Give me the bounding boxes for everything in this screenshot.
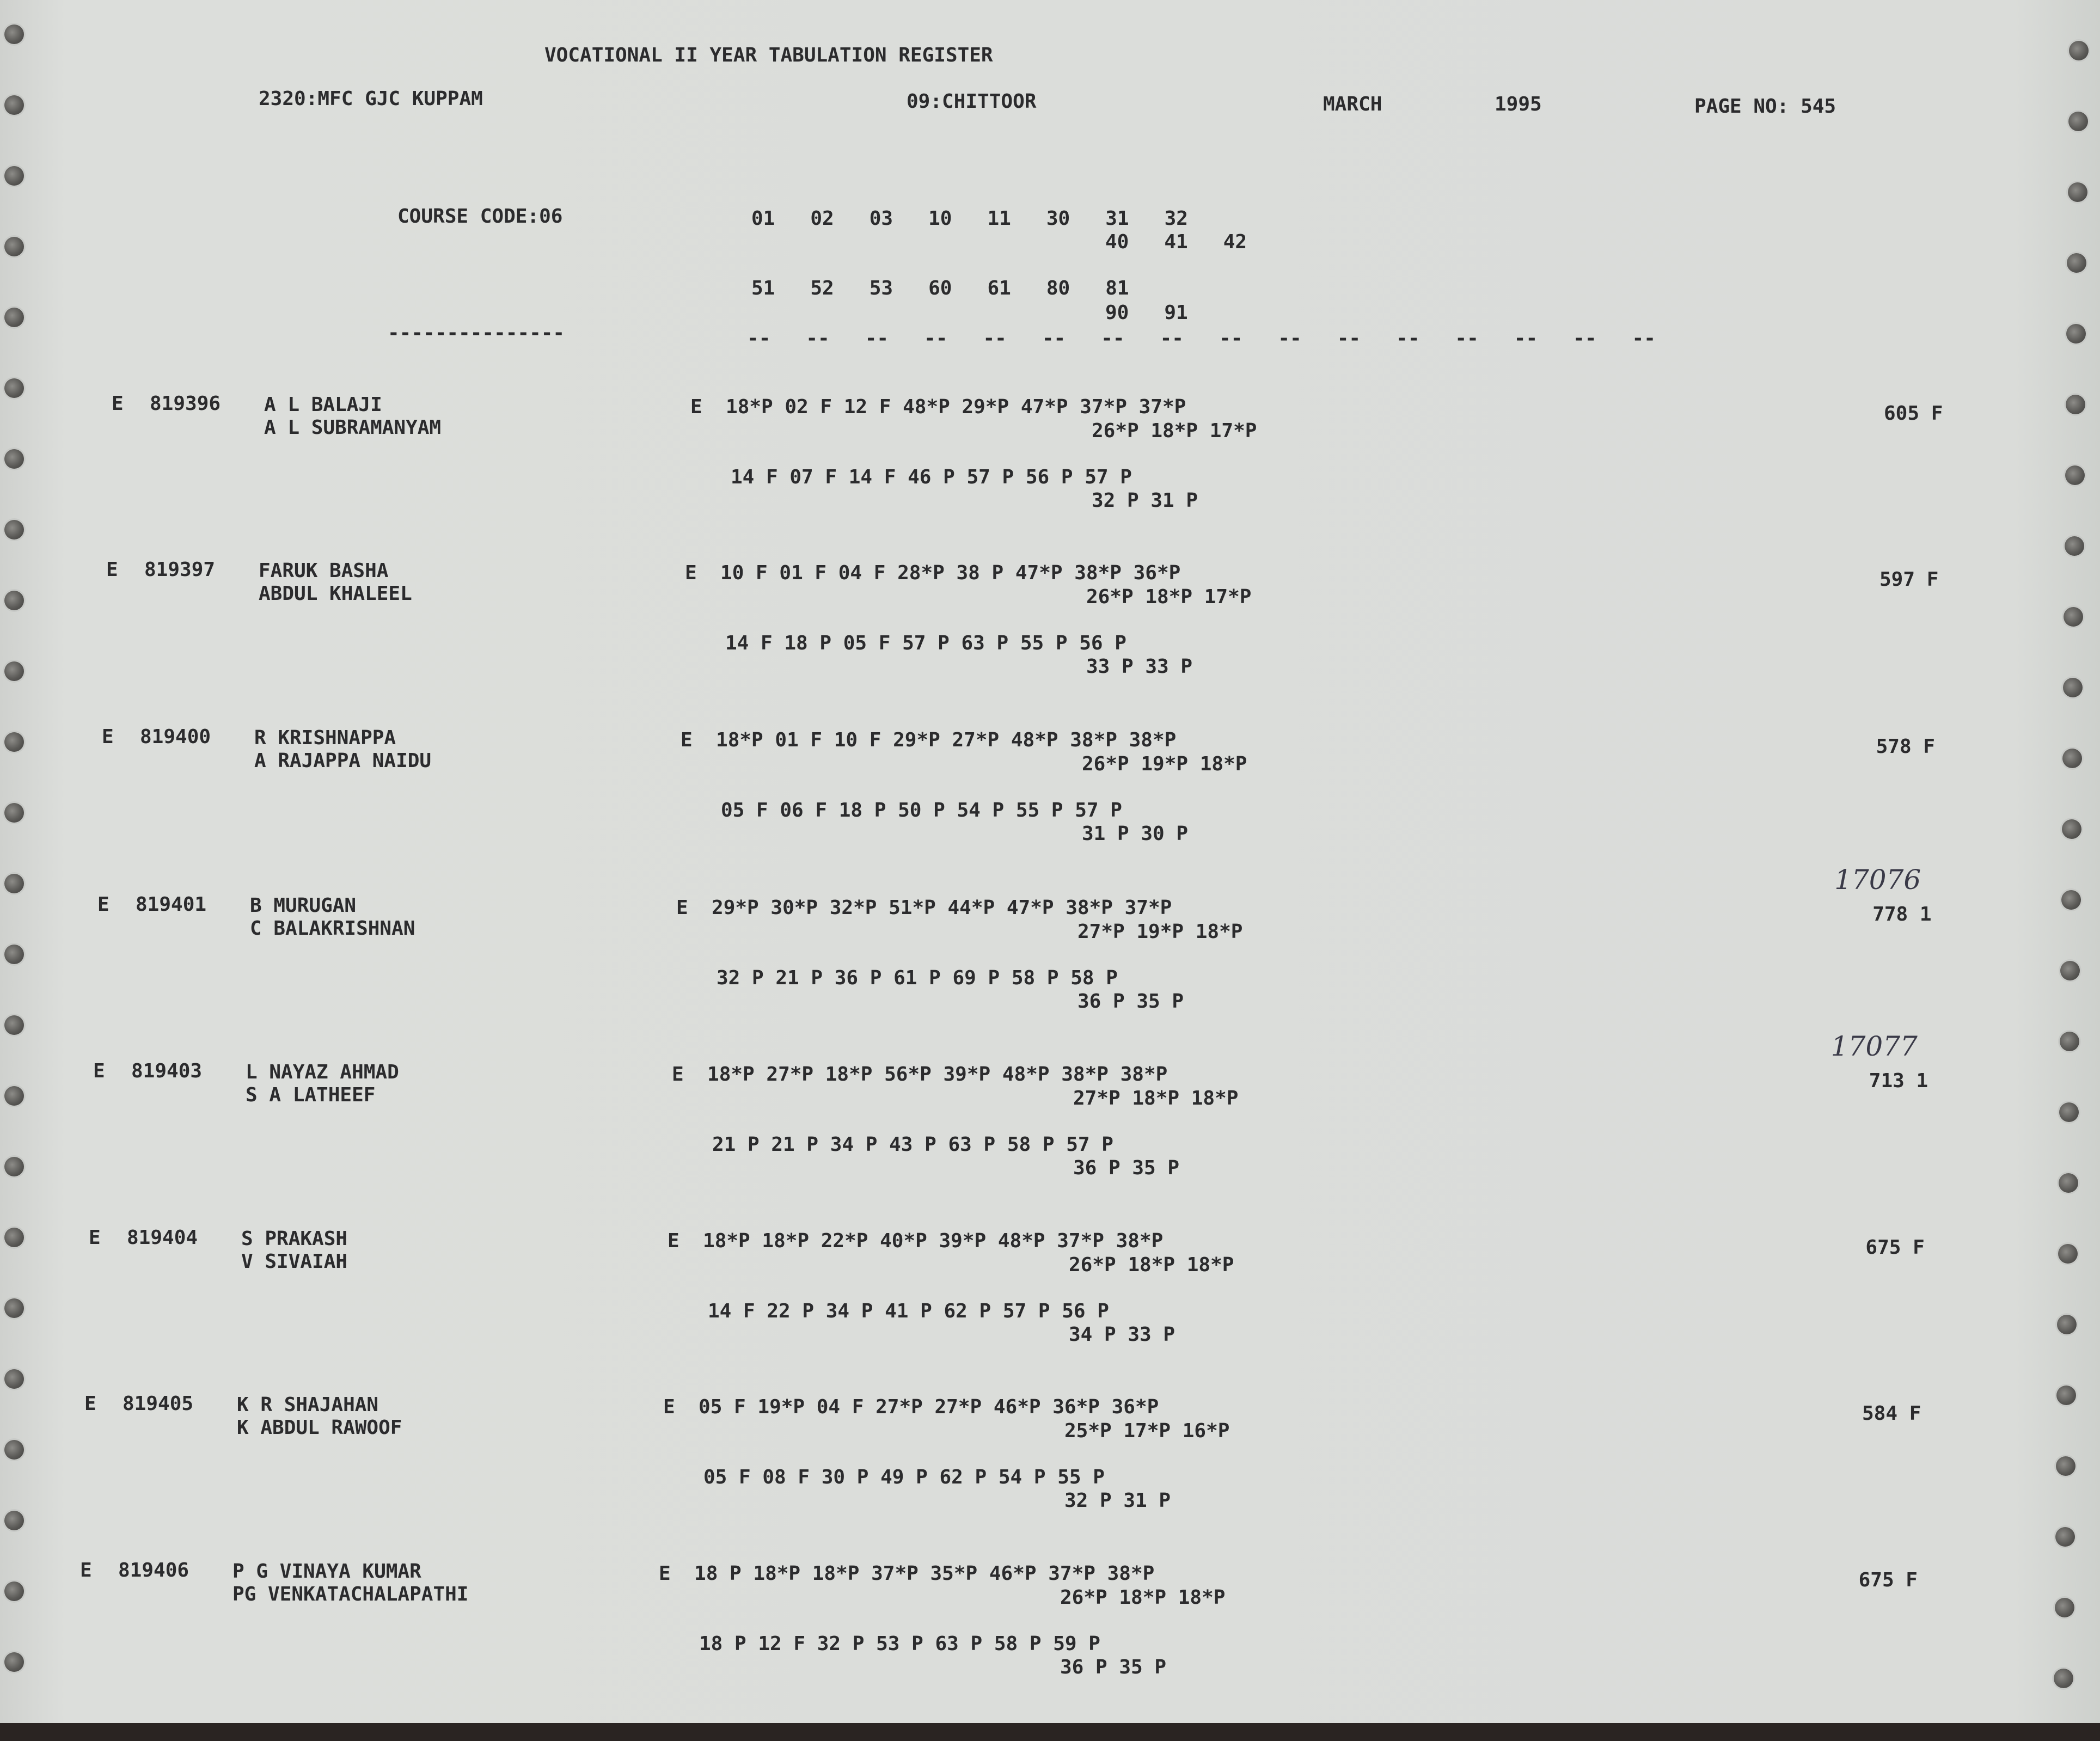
feed-hole [4, 1298, 24, 1318]
feed-hole [4, 1581, 24, 1601]
roll-number: 819396 [150, 393, 221, 415]
student-name: B MURUGAN [250, 894, 357, 917]
roll-number: 819405 [123, 1393, 194, 1415]
marks-line-2: 26*P 18*P 18*P [1069, 1254, 1234, 1276]
student-name: K R SHAJAHAN [237, 1394, 379, 1416]
district-name: 09:CHITTOOR [907, 90, 1037, 113]
stream-code: E [89, 1227, 101, 1249]
feed-hole [4, 803, 24, 823]
subject-codes-row1-sub: 40 41 42 [1105, 231, 1247, 253]
exam-month: MARCH [1323, 93, 1382, 115]
total-result: 597 F [1879, 568, 1939, 591]
roll-number: 819403 [131, 1060, 203, 1082]
marks-line-2: 25*P 17*P 16*P [1064, 1420, 1230, 1442]
marks-line-1: E 29*P 30*P 32*P 51*P 44*P 47*P 38*P 37*P [676, 897, 1172, 919]
father-name: ABDUL KHALEEL [259, 583, 412, 605]
feed-hole [2068, 112, 2088, 131]
feed-hole [2058, 1244, 2078, 1264]
stream-code: E [97, 893, 109, 916]
feed-hole [4, 945, 24, 964]
stream-code: E [93, 1060, 105, 1082]
feed-hole [4, 95, 24, 115]
column-dash-rule: -- -- -- -- -- -- -- -- -- -- -- -- -- -- -- -- [747, 327, 1656, 350]
feed-hole [4, 378, 24, 398]
student-name: R KRISHNAPPA [254, 727, 396, 749]
marks-line-3: 05 F 08 F 30 P 49 P 62 P 54 P 55 P [703, 1466, 1105, 1488]
feed-hole [4, 24, 24, 44]
marks-line-2: 26*P 18*P 17*P [1086, 586, 1252, 608]
student-name: A L BALAJI [264, 394, 382, 416]
feed-hole [2067, 253, 2086, 273]
marks-line-2: 27*P 19*P 18*P [1077, 921, 1243, 943]
feed-hole [4, 1228, 24, 1247]
marks-line-3: 14 F 18 P 05 F 57 P 63 P 55 P 56 P [725, 632, 1126, 654]
feed-hole [4, 874, 24, 893]
feed-hole [4, 1369, 24, 1389]
marks-line-3: 32 P 21 P 36 P 61 P 69 P 58 P 58 P [717, 967, 1118, 989]
roll-number: 819406 [118, 1559, 189, 1581]
handwritten-note: 17077 [1830, 1031, 1918, 1062]
feed-hole [4, 1440, 24, 1460]
feed-hole [2062, 819, 2081, 839]
student-name: L NAYAZ AHMAD [246, 1061, 399, 1083]
feed-hole [2066, 395, 2085, 414]
feed-hole [4, 1652, 24, 1672]
feed-hole [2059, 1173, 2078, 1193]
roll-number: 819404 [127, 1227, 198, 1249]
feed-hole [2056, 1386, 2076, 1405]
student-name: S PRAKASH [241, 1228, 348, 1250]
feed-hole [2056, 1456, 2075, 1476]
marks-line-1: E 18*P 18*P 22*P 40*P 39*P 48*P 37*P 38*P [668, 1230, 1164, 1252]
feed-hole [2064, 607, 2083, 627]
feed-hole [2059, 1102, 2079, 1122]
father-name: V SIVAIAH [241, 1250, 348, 1273]
total-result: 713 1 [1869, 1070, 1928, 1092]
subject-codes-row2: 51 52 53 60 61 80 81 [751, 277, 1129, 299]
total-result: 778 1 [1872, 903, 1932, 925]
marks-line-3: 14 F 22 P 34 P 41 P 62 P 57 P 56 P [708, 1300, 1109, 1322]
marks-line-4: 34 P 33 P [1069, 1323, 1175, 1346]
stream-code: E [80, 1559, 92, 1581]
feed-hole [4, 166, 24, 186]
marks-line-1: E 18*P 27*P 18*P 56*P 39*P 48*P 38*P 38*P [672, 1063, 1168, 1086]
marks-line-4: 36 P 35 P [1073, 1157, 1180, 1179]
father-name: C BALAKRISHNAN [250, 917, 415, 940]
father-name: PG VENKATACHALAPATHI [232, 1583, 469, 1605]
marks-line-4: 33 P 33 P [1086, 655, 1193, 678]
marks-line-2: 26*P 18*P 17*P [1092, 420, 1257, 442]
stream-code: E [106, 559, 118, 581]
marks-line-2: 27*P 18*P 18*P [1073, 1087, 1239, 1109]
roll-number: 819400 [140, 726, 211, 748]
subject-codes-row2-sub: 90 91 [1105, 302, 1188, 324]
marks-line-4: 36 P 35 P [1077, 990, 1184, 1013]
feed-hole [4, 237, 24, 256]
feed-hole [2062, 749, 2082, 768]
father-name: K ABDUL RAWOOF [237, 1417, 402, 1439]
marks-line-3: 05 F 06 F 18 P 50 P 54 P 55 P 57 P [721, 799, 1122, 822]
marks-line-3: 14 F 07 F 14 F 46 P 57 P 56 P 57 P [731, 466, 1132, 488]
feed-hole [4, 1157, 24, 1176]
total-result: 578 F [1876, 735, 1935, 758]
marks-line-3: 21 P 21 P 34 P 43 P 63 P 58 P 57 P [712, 1133, 1113, 1156]
feed-hole [2055, 1527, 2075, 1547]
feed-hole [2063, 678, 2083, 697]
roll-number: 819397 [144, 559, 216, 581]
father-name: S A LATHEEF [246, 1084, 376, 1106]
marks-line-4: 32 P 31 P [1092, 489, 1198, 512]
register-title: VOCATIONAL II YEAR TABULATION REGISTER [544, 44, 993, 66]
feed-hole [2065, 536, 2084, 556]
total-result: 675 F [1858, 1569, 1918, 1591]
feed-hole [2054, 1669, 2073, 1688]
stream-code: E [102, 726, 114, 748]
roll-number: 819401 [136, 893, 207, 916]
feed-hole [2065, 465, 2085, 485]
stream-code: E [112, 393, 124, 415]
total-result: 605 F [1884, 402, 1943, 425]
marks-line-1: E 05 F 19*P 04 F 27*P 27*P 46*P 36*P 36*P [663, 1396, 1159, 1418]
feed-hole [4, 591, 24, 610]
marks-line-1: E 18*P 01 F 10 F 29*P 27*P 48*P 38*P 38*P [681, 729, 1177, 751]
feed-hole [4, 1015, 24, 1035]
father-name: A RAJAPPA NAIDU [254, 750, 432, 772]
student-name: FARUK BASHA [259, 560, 389, 582]
course-code: COURSE CODE:06 [397, 205, 563, 228]
feed-hole [4, 520, 24, 540]
marks-line-2: 26*P 19*P 18*P [1082, 753, 1247, 775]
marks-line-3: 18 P 12 F 32 P 53 P 63 P 58 P 59 P [699, 1633, 1100, 1655]
feed-hole [4, 308, 24, 327]
feed-hole [2060, 1032, 2079, 1051]
feed-hole [2055, 1598, 2074, 1617]
marks-line-1: E 18 P 18*P 18*P 37*P 35*P 46*P 37*P 38*P [659, 1562, 1155, 1585]
feed-hole [4, 1086, 24, 1106]
feed-hole [2069, 41, 2089, 60]
college-name: 2320:MFC GJC KUPPAM [259, 88, 483, 110]
feed-hole [4, 449, 24, 469]
feed-hole [4, 661, 24, 681]
exam-year: 1995 [1495, 93, 1542, 115]
left-dash-rule: --------------- [388, 322, 565, 344]
marks-line-1: E 10 F 01 F 04 F 28*P 38 P 47*P 38*P 36*P [685, 562, 1181, 584]
father-name: A L SUBRAMANYAM [264, 416, 442, 439]
feed-hole [4, 1511, 24, 1530]
handwritten-note: 17076 [1834, 864, 1921, 896]
feed-hole [4, 732, 24, 752]
marks-line-4: 31 P 30 P [1082, 823, 1189, 845]
feed-hole [2068, 182, 2087, 202]
feed-hole [2060, 961, 2080, 980]
total-result: 584 F [1862, 1402, 1921, 1425]
feed-hole [2057, 1315, 2077, 1334]
stream-code: E [84, 1393, 96, 1415]
feed-hole [2066, 324, 2086, 344]
marks-line-4: 32 P 31 P [1064, 1489, 1171, 1512]
marks-line-2: 26*P 18*P 18*P [1060, 1586, 1226, 1609]
marks-line-4: 36 P 35 P [1060, 1656, 1167, 1678]
page-number: PAGE NO: 545 [1694, 95, 1836, 118]
total-result: 675 F [1865, 1236, 1925, 1259]
subject-codes-row1: 01 02 03 10 11 30 31 32 [751, 207, 1188, 230]
student-name: P G VINAYA KUMAR [232, 1560, 421, 1583]
feed-hole [2061, 890, 2081, 910]
marks-line-1: E 18*P 02 F 12 F 48*P 29*P 47*P 37*P 37*P [690, 396, 1186, 418]
